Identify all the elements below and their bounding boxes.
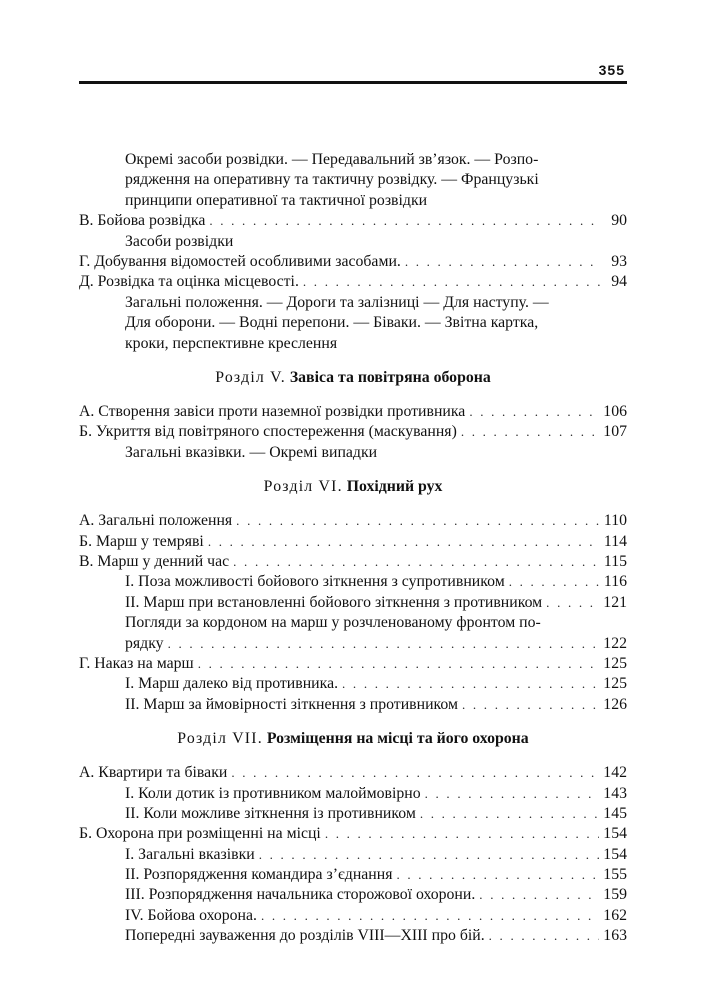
toc-leader-dots xyxy=(259,845,600,865)
toc-subentry xyxy=(79,845,627,865)
toc-entry-title: А. Квартири та біваки xyxy=(79,764,228,782)
toc-description-line: рядження на оперативну та тактичну розвідку. — Французькі xyxy=(125,171,539,189)
toc-entry-title: Д. Розвідка та оцінка місцевості. xyxy=(79,273,299,291)
toc-subentry xyxy=(79,593,627,613)
toc-page-number: 106 xyxy=(603,403,627,421)
toc-description-line: Окремі засоби розвідки. — Передавальний зв’язок. — Розпо- xyxy=(125,151,539,168)
toc-page-number: 107 xyxy=(603,423,627,441)
toc-entry xyxy=(79,211,627,231)
toc-entry-title: Б. Марш у темряві xyxy=(79,532,204,550)
toc-description-line: принципи оперативної та тактичної розвідки xyxy=(125,191,428,209)
toc-page-number: 93 xyxy=(611,253,627,271)
toc-page-number: 126 xyxy=(603,695,627,713)
toc-page-number: 163 xyxy=(603,927,627,945)
toc-subentry xyxy=(79,572,627,592)
toc-entry-title: ІІ. Коли можливе зіткнення із противником xyxy=(125,804,416,822)
toc-description xyxy=(79,232,627,252)
toc-page-number: 116 xyxy=(603,573,627,591)
section-heading xyxy=(79,368,627,388)
toc-leader-dots xyxy=(168,634,600,654)
toc-entry-title: Б. Охорона при розміщенні на місці xyxy=(79,825,321,843)
toc-entry xyxy=(79,763,627,783)
toc-subentry xyxy=(79,926,627,946)
toc-page-number: 110 xyxy=(603,512,627,530)
toc-page-number: 142 xyxy=(603,764,627,782)
toc-subentry xyxy=(79,695,627,715)
toc-subentry xyxy=(79,885,627,905)
toc-subentry xyxy=(79,906,627,926)
toc-page-number: 154 xyxy=(603,845,627,863)
toc-description-line: кроки, перспективне креслення xyxy=(125,334,338,352)
toc-entry xyxy=(79,511,627,531)
toc-page-number: 94 xyxy=(611,273,627,291)
section-label: Розділ V. xyxy=(215,369,286,387)
header-rule xyxy=(79,81,627,84)
toc-leader-dots xyxy=(303,272,601,292)
toc-entry xyxy=(79,654,627,674)
toc-entry-title: А. Створення завіси проти наземної розвідки противника xyxy=(79,403,466,421)
toc-entry-title: IV. Бойова охорона. xyxy=(125,906,257,924)
toc-subentry xyxy=(79,634,627,654)
toc-entry-title: рядку xyxy=(125,634,164,652)
section-title: Завіса та повітряна оборона xyxy=(289,369,491,387)
toc-entry-title: ІІ. Марш при встановленні бойового зіткнення з противником xyxy=(125,593,543,611)
toc-page-number: 125 xyxy=(603,675,627,693)
toc-leader-dots xyxy=(546,593,599,613)
toc-entry-title: І. Марш далеко від противника. xyxy=(125,675,339,693)
toc-leader-dots xyxy=(479,885,599,905)
toc-entry-title: А. Загальні положення xyxy=(79,512,233,530)
toc-entry-title: В. Бойова розвідка xyxy=(79,212,206,230)
toc-leader-dots xyxy=(236,511,600,531)
toc-description xyxy=(79,150,627,211)
toc-subentry xyxy=(79,784,627,804)
toc-subentry xyxy=(79,804,627,824)
toc-page-number: 90 xyxy=(611,212,627,230)
toc-page-number: 155 xyxy=(603,866,627,884)
toc-entry-title: ІІІ. Розпорядження начальника сторожової охорони. xyxy=(125,886,476,904)
toc-leader-dots xyxy=(489,926,600,946)
section-title: Розміщення на місці та його охорона xyxy=(266,730,529,748)
toc-entry-title: Б. Укриття від повітряного спостереження (маскування) xyxy=(79,423,457,441)
toc-entry xyxy=(79,272,627,292)
toc-entry-title: ІІ. Марш за ймовірності зіткнення з противником xyxy=(125,695,458,713)
section-heading xyxy=(79,729,627,749)
page-number: 355 xyxy=(598,62,625,78)
toc-leader-dots xyxy=(325,824,599,844)
toc-page-number: 122 xyxy=(603,634,627,652)
toc-leader-dots xyxy=(233,552,600,572)
toc-description-line: Засоби розвідки xyxy=(125,232,234,250)
section-title: Похідний рух xyxy=(346,478,443,496)
toc-leader-dots xyxy=(198,654,600,674)
toc-description-line: Загальні положення. — Дороги та залізниці — Для наступу. — xyxy=(125,293,549,311)
toc-page-number: 145 xyxy=(603,804,627,822)
toc-leader-dots xyxy=(231,763,599,783)
toc-leader-dots xyxy=(469,402,599,422)
section-label: Розділ VII. xyxy=(177,730,263,748)
toc-entry xyxy=(79,402,627,422)
toc-leader-dots xyxy=(509,572,600,592)
section-heading xyxy=(79,477,627,497)
section-label: Розділ VI. xyxy=(263,478,343,496)
toc-page-number: 159 xyxy=(603,886,627,904)
toc-entry-title: І. Коли дотик із противником малоймовірно xyxy=(125,784,421,802)
toc-description-line: Для оборони. — Водні перепони. — Біваки. — Звітна картка, xyxy=(125,314,539,332)
toc-description-line: Погляди за кордоном на марш у розчленованому фронтом по- xyxy=(125,614,541,632)
toc-description xyxy=(79,443,627,463)
toc-page-number: 114 xyxy=(603,532,627,550)
toc-subentry xyxy=(79,674,627,694)
toc-leader-dots xyxy=(209,211,601,231)
toc-subentry xyxy=(79,865,627,885)
toc-entry xyxy=(79,552,627,572)
toc-leader-dots xyxy=(420,804,599,824)
toc-entry-title: Г. Добування відомостей особливими засобами. xyxy=(79,253,401,271)
toc-entry xyxy=(79,532,627,552)
toc-entry-title: І. Загальні вказівки xyxy=(125,845,255,863)
toc-page-number: 125 xyxy=(603,654,627,672)
toc-entry-title: І. Поза можливості бойового зіткнення з супротивником xyxy=(125,573,505,591)
toc-entry xyxy=(79,252,627,272)
toc-description xyxy=(79,293,627,354)
toc-entry xyxy=(79,422,627,442)
toc-leader-dots xyxy=(461,422,599,442)
toc-page-number: 154 xyxy=(603,825,627,843)
toc-page-number: 162 xyxy=(603,906,627,924)
toc-page-number: 115 xyxy=(603,552,627,570)
table-of-contents xyxy=(79,150,627,947)
toc-leader-dots xyxy=(462,695,599,715)
toc-entry-title: В. Марш у денний час xyxy=(79,552,230,570)
toc-leader-dots xyxy=(261,906,599,926)
toc-description-line: Загальні вказівки. — Окремі випадки xyxy=(125,443,378,461)
toc-leader-dots xyxy=(425,784,600,804)
toc-leader-dots xyxy=(396,865,599,885)
toc-leader-dots xyxy=(208,532,600,552)
toc-entry-title: Попередні зауваження до розділів VIII—XIII про бій. xyxy=(125,927,485,945)
toc-entry xyxy=(79,824,627,844)
toc-page-number: 143 xyxy=(603,784,627,802)
toc-entry-title: ІІ. Розпорядження командира з’єднання xyxy=(125,866,393,884)
toc-description xyxy=(79,613,627,633)
toc-page-number: 121 xyxy=(603,593,627,611)
toc-leader-dots xyxy=(342,674,599,694)
toc-leader-dots xyxy=(405,252,601,272)
toc-entry-title: Г. Наказ на марш xyxy=(79,654,194,672)
